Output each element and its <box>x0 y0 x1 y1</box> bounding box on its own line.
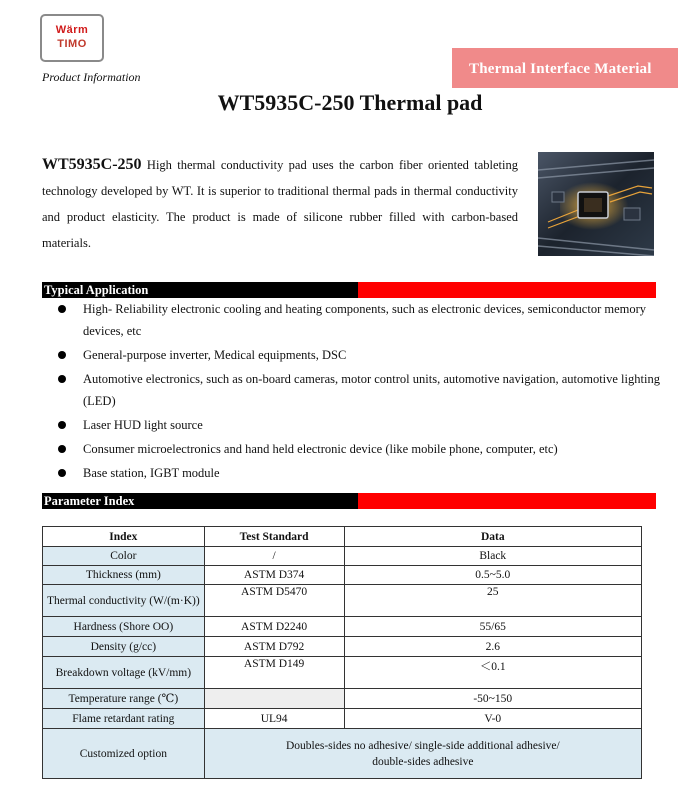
intro-product-code: WT5935C-250 <box>42 156 142 173</box>
data-cell: Black <box>344 547 641 566</box>
index-cell: Thermal conductivity (W/(m·K)) <box>43 585 205 617</box>
bullet-icon <box>58 421 66 429</box>
standard-cell: ASTM D2240 <box>204 617 344 637</box>
index-cell: Flame retardant rating <box>43 709 205 729</box>
table-row <box>43 637 642 657</box>
bullet-icon <box>58 351 66 359</box>
standard-cell <box>204 689 344 709</box>
data-cell: ＜0.1 <box>344 657 641 689</box>
list-item: High- Reliability electronic cooling and heating components, such as electronic devices, semiconductor memory devices, etc <box>42 298 662 342</box>
table-row <box>43 617 642 637</box>
index-cell: Customized option <box>43 729 205 779</box>
bullet-icon <box>58 469 66 477</box>
table-row <box>43 729 642 779</box>
parameter-index-header <box>42 493 656 509</box>
index-cell: Thickness (mm) <box>43 566 205 585</box>
data-cell: 55/65 <box>344 617 641 637</box>
data-cell: 2.6 <box>344 637 641 657</box>
bullet-icon <box>58 305 66 313</box>
list-item: General-purpose inverter, Medical equipments, DSC <box>42 344 662 366</box>
data-cell: 0.5~5.0 <box>344 566 641 585</box>
table-row <box>43 709 642 729</box>
list-item: Consumer microelectronics and hand held electronic device (like mobile phone, computer, etc) <box>42 438 662 460</box>
parameter-table <box>42 526 642 779</box>
column-header-index: Index <box>43 527 205 547</box>
table-row <box>43 689 642 709</box>
page-title: WT5935C-250 Thermal pad <box>217 90 483 115</box>
data-cell: -50~150 <box>344 689 641 709</box>
bullet-icon <box>58 445 66 453</box>
list-item: Laser HUD light source <box>42 414 662 436</box>
index-cell: Temperature range (℃) <box>43 689 205 709</box>
standard-cell: ASTM D5470 <box>204 585 344 617</box>
circuit-board-image <box>538 152 654 256</box>
data-cell: V-0 <box>344 709 641 729</box>
standard-cell: ASTM D149 <box>204 657 344 689</box>
bullet-icon <box>58 375 66 383</box>
custom-option-cell: Doubles-sides no adhesive/ single-side additional adhesive/ double-sides adhesive <box>204 729 641 779</box>
data-cell: 25 <box>344 585 641 617</box>
typical-application-header <box>42 282 656 298</box>
table-row <box>43 547 642 566</box>
index-cell: Density (g/cc) <box>43 637 205 657</box>
index-cell: Hardness (Shore OO) <box>43 617 205 637</box>
table-row <box>43 566 642 585</box>
parameter-index-title: Parameter Index <box>44 494 135 508</box>
category-banner: Thermal Interface Material <box>452 48 678 88</box>
list-item: Automotive electronics, such as on-board cameras, motor control units, automotive navigation, automotive lighting (LED) <box>42 368 662 412</box>
standard-cell: ASTM D792 <box>204 637 344 657</box>
intro-paragraph <box>42 152 518 256</box>
column-header-test-standard: Test Standard <box>204 527 344 547</box>
logo-line-2: TIMO <box>57 38 87 50</box>
logo-line-1: Wärm <box>55 24 89 36</box>
table-row <box>43 585 642 617</box>
standard-cell: ASTM D374 <box>204 566 344 585</box>
standard-cell: UL94 <box>204 709 344 729</box>
table-header-row <box>43 527 642 547</box>
list-item: Base station, IGBT module <box>42 462 662 484</box>
index-cell: Breakdown voltage (kV/mm) <box>43 657 205 689</box>
column-header-data: Data <box>344 527 641 547</box>
intro-text: High thermal conductivity pad uses the carbon fiber oriented tableting technology developed by WT. It is superior to traditional thermal pads in thermal conductivity and product elasticity. The product is made of silicone rubber filled with carbon-based materials. <box>42 158 518 250</box>
standard-cell: / <box>204 547 344 566</box>
product-photo <box>538 152 654 256</box>
product-info-label: Product Information <box>42 70 141 84</box>
typical-application-title: Typical Application <box>44 283 149 297</box>
index-cell: Color <box>43 547 205 566</box>
brand-logo <box>40 14 104 62</box>
application-list <box>42 298 662 486</box>
table-row <box>43 657 642 689</box>
